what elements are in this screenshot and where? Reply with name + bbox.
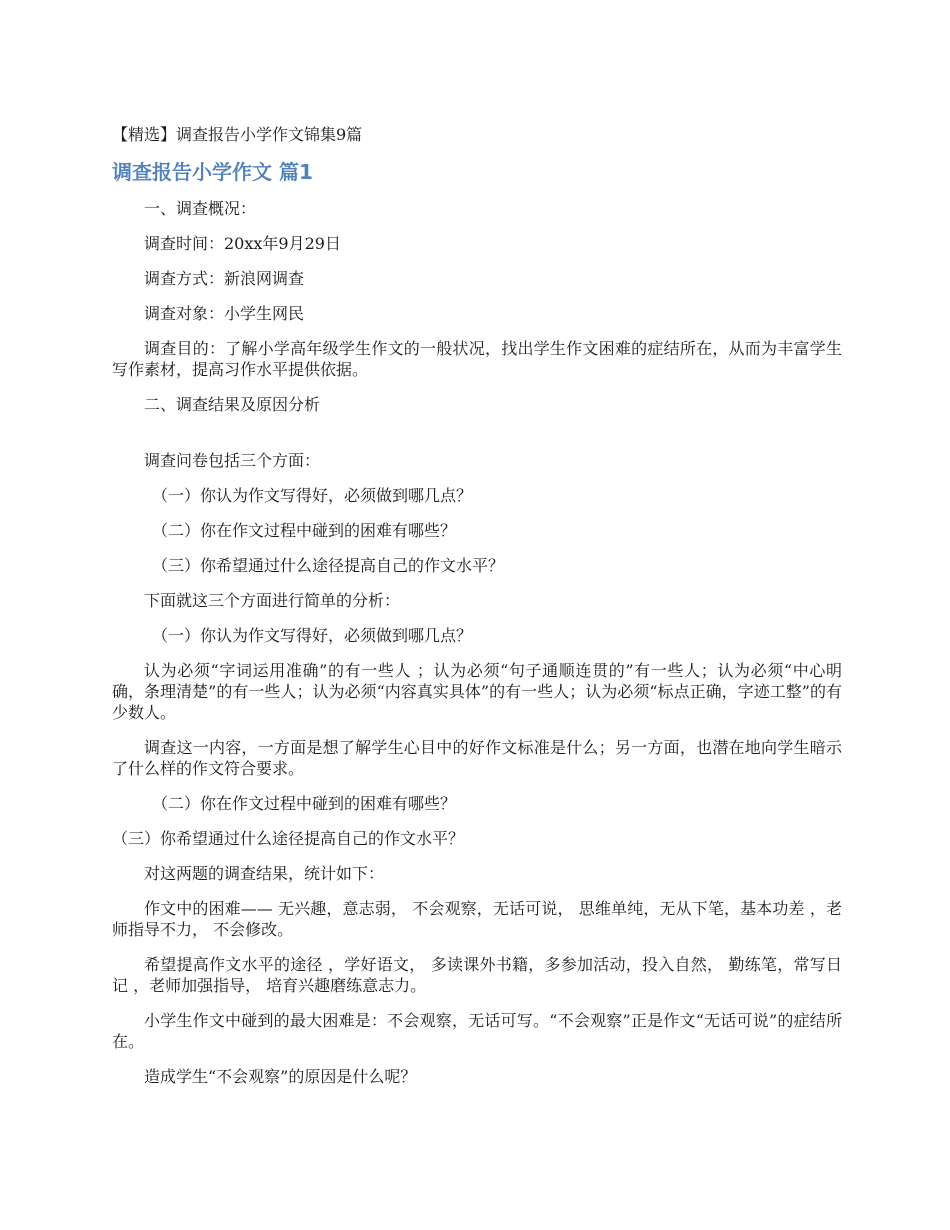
document-page — [112, 122, 842, 1101]
paragraph-analysis-answer-1: 认为必须“字词运用准确”的有一些人 ；认为必须“句子通顺连贯的”有一些人；认为必须“中心明确，条理清楚”的有一些人；认为必须“内容真实具体”的有一些人；认为必须“标点正确，字迹工整”的有少数人。 — [112, 661, 842, 722]
paragraph-question-3: （三）你希望通过什么途径提高自己的作文水平？ — [152, 556, 505, 575]
paragraph-cause-question: 造成学生“不会观察”的原因是什么呢？ — [144, 1067, 417, 1086]
document-title: 【精选】调查报告小学作文锦集9篇 — [112, 125, 363, 144]
paragraph-results-heading: 二、调查结果及原因分析 — [144, 395, 321, 414]
paragraph-improvement-ways: 希望提高作文水平的途径 ，学好语文， 多读课外书籍，多参加活动，投入自然， 勤练笔，常写日记 ，老师加强指导， 培育兴趣磨练意志力。 — [112, 955, 842, 995]
paragraph-difficulties: 作文中的困难—— 无兴趣，意志弱， 不会观察，无话可说， 思维单纯，无从下笔，基本功差 ，老师指导不力， 不会修改。 — [112, 899, 842, 939]
paragraph-questionnaire-intro: 调查问卷包括三个方面： — [144, 451, 321, 470]
paragraph-analysis-question-2: （二）你在作文过程中碰到的困难有哪些？ — [152, 794, 457, 813]
paragraph-biggest-difficulty: 小学生作文中碰到的最大困难是：不会观察，无话可写。“不会观察”正是作文“无话可说”的症结所在。 — [112, 1011, 842, 1051]
paragraph-question-2: （二）你在作文过程中碰到的困难有哪些？ — [152, 521, 457, 540]
paragraph-analysis-intro: 下面就这三个方面进行简单的分析： — [144, 591, 401, 610]
paragraph-survey-purpose: 调查目的：了解小学高年级学生作文的一般状况，找出学生作文困难的症结所在，从而为丰富学生写作素材，提高习作水平提供依据。 — [112, 339, 842, 379]
paragraph-survey-overview: 一、调查概况： — [144, 199, 257, 218]
paragraph-survey-method: 调查方式：新浪网调查 — [144, 269, 305, 288]
paragraph-survey-time: 调查时间：20xx年9月29日 — [144, 234, 341, 253]
paragraph-analysis-question-3: （三）你希望通过什么途径提高自己的作文水平？ — [112, 829, 465, 848]
paragraph-stats-intro: 对这两题的调查结果，统计如下： — [144, 864, 385, 883]
paragraph-question-1: （一）你认为作文写得好，必须做到哪几点？ — [152, 486, 473, 505]
paragraph-analysis-purpose: 调查这一内容，一方面是想了解学生心目中的好作文标准是什么；另一方面，也潜在地向学生暗示了什么样的作文符合要求。 — [112, 738, 842, 778]
paragraph-survey-subject: 调查对象：小学生网民 — [144, 304, 305, 323]
section-heading: 调查报告小学作文 篇1 — [112, 160, 313, 184]
paragraph-analysis-question-1: （一）你认为作文写得好，必须做到哪几点？ — [152, 626, 473, 645]
